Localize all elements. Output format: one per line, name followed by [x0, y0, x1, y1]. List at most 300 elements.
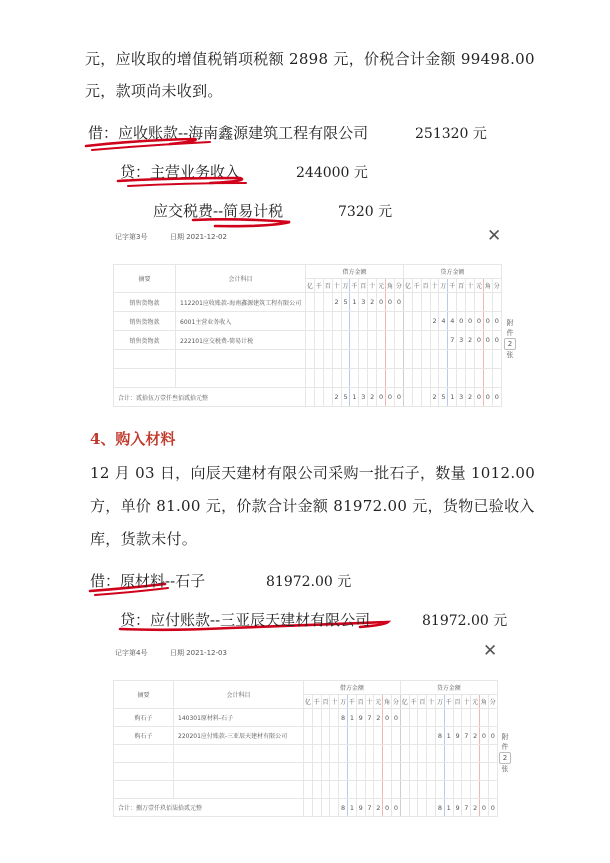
total-credit-digit: [412, 388, 421, 407]
debit-digit: [394, 350, 403, 369]
debit-digit: [356, 745, 365, 763]
row-account: 220201应付账款-三亚辰天建材有限公司: [174, 727, 304, 745]
credit-digit: [444, 745, 453, 763]
credit-digit: [418, 709, 427, 727]
debit-digit: [321, 727, 330, 745]
debit-digit: 2: [332, 293, 341, 312]
debit-digit: [356, 781, 365, 799]
debit-digit: [312, 763, 321, 781]
debit-digit: [312, 745, 321, 763]
debit-digit: [368, 312, 377, 331]
debit-digit: [391, 781, 400, 799]
total-debit-digit: 0: [391, 799, 400, 817]
debit-digit: [341, 350, 350, 369]
row-summary: 销售货物款: [114, 331, 176, 350]
debit-digit: [321, 763, 330, 781]
credit-digit: [400, 745, 409, 763]
debit-digit: [339, 727, 348, 745]
header-unit: 亿: [400, 695, 409, 709]
debit-digit: [391, 745, 400, 763]
debit-digit: [347, 745, 356, 763]
credit-digit: 7: [448, 331, 457, 350]
debit-digit: [330, 763, 339, 781]
debit-digit: [341, 369, 350, 388]
total-credit-digit: [409, 799, 418, 817]
credit-digit: [475, 369, 484, 388]
credit-digit: [492, 350, 501, 369]
header-unit: 百: [457, 279, 466, 293]
debit-digit: [386, 331, 395, 350]
credit-digit: [427, 781, 436, 799]
row-account: 112201应收账款-海南鑫源建筑工程有限公司: [176, 293, 306, 312]
credit-digit: [462, 763, 471, 781]
debit-digit: [339, 745, 348, 763]
debit-digit: [374, 781, 383, 799]
credit-digit: [439, 350, 448, 369]
debit-digit: [359, 331, 368, 350]
entry3-credit2-amount: 7320 元: [338, 204, 393, 220]
total-credit-digit: 1: [448, 388, 457, 407]
credit-digit: [403, 331, 412, 350]
credit-digit: [488, 763, 497, 781]
row-summary: [114, 745, 174, 763]
voucher4-date: 日期 2021-12-03: [170, 649, 227, 657]
credit-digit: [418, 745, 427, 763]
credit-digit: [418, 781, 427, 799]
total-credit-digit: 0: [483, 388, 492, 407]
debit-digit: [312, 781, 321, 799]
credit-digit: [400, 727, 409, 745]
debit-digit: [306, 312, 315, 331]
debit-digit: 1: [350, 293, 359, 312]
credit-digit: 4: [448, 312, 457, 331]
credit-digit: [475, 293, 484, 312]
credit-digit: [453, 781, 462, 799]
debit-digit: [304, 763, 313, 781]
debit-digit: [304, 745, 313, 763]
debit-digit: [377, 350, 386, 369]
total-debit-digit: 1: [350, 388, 359, 407]
credit-digit: 0: [480, 727, 489, 745]
entry4-credit-amount: 81972.00 元: [422, 613, 508, 629]
credit-digit: [418, 727, 427, 745]
credit-digit: [453, 745, 462, 763]
total-credit-digit: 8: [436, 799, 445, 817]
header-unit: 百: [453, 695, 462, 709]
credit-digit: [480, 745, 489, 763]
entry4-debit-label: 借：原材料--石子: [90, 572, 206, 590]
debit-digit: [323, 369, 332, 388]
row-account: [176, 369, 306, 388]
credit-digit: [400, 763, 409, 781]
header-unit: 十: [332, 279, 341, 293]
debit-digit: 0: [383, 709, 392, 727]
debit-digit: [323, 350, 332, 369]
total-credit-digit: [403, 388, 412, 407]
debit-digit: [330, 745, 339, 763]
debit-digit: [332, 369, 341, 388]
voucher4-close-icon[interactable]: ✕: [483, 641, 498, 661]
credit-digit: [409, 727, 418, 745]
credit-digit: [418, 763, 427, 781]
total-credit-digit: 7: [462, 799, 471, 817]
voucher3-attachment-count: [504, 318, 516, 360]
total-debit-digit: 2: [332, 388, 341, 407]
credit-digit: [457, 350, 466, 369]
credit-digit: 9: [453, 727, 462, 745]
credit-digit: [430, 350, 439, 369]
voucher4-number: 记字第4号: [115, 649, 148, 657]
total-debit-digit: [312, 799, 321, 817]
header-unit: 千: [350, 279, 359, 293]
total-debit-digit: 7: [365, 799, 374, 817]
credit-digit: 4: [439, 312, 448, 331]
total-label: 合计：贰拾伍万壹仟叁佰贰拾元整: [114, 388, 306, 407]
header-account: 会计科目: [176, 265, 306, 293]
total-debit-digit: 2: [374, 799, 383, 817]
debit-digit: [321, 781, 330, 799]
credit-digit: 0: [457, 312, 466, 331]
debit-digit: 1: [347, 709, 356, 727]
total-debit-digit: 2: [368, 388, 377, 407]
section4-line-1: 12 月 03 日，向辰天建材有限公司采购一批石子，数量 1012.00: [90, 464, 536, 482]
debit-digit: [394, 331, 403, 350]
credit-digit: 0: [475, 312, 484, 331]
row-account: 222101应交税费-简易计税: [176, 331, 306, 350]
header-unit: 十: [427, 695, 436, 709]
credit-digit: [492, 293, 501, 312]
total-debit-digit: 0: [394, 388, 403, 407]
debit-digit: [314, 369, 323, 388]
debit-digit: [312, 709, 321, 727]
credit-digit: [403, 350, 412, 369]
header-unit: 十: [462, 695, 471, 709]
total-debit-digit: [304, 799, 313, 817]
credit-digit: [483, 293, 492, 312]
debit-digit: [323, 312, 332, 331]
total-label: 合计：捌万壹仟玖佰柒拾贰元整: [114, 799, 304, 817]
debit-digit: [306, 293, 315, 312]
debit-digit: [377, 312, 386, 331]
debit-digit: [365, 745, 374, 763]
total-debit-digit: 5: [341, 388, 350, 407]
credit-digit: [453, 709, 462, 727]
debit-digit: [383, 781, 392, 799]
debit-digit: [365, 763, 374, 781]
debit-digit: [332, 331, 341, 350]
header-unit: 角: [386, 279, 395, 293]
header-summary: 摘要: [114, 265, 176, 293]
attachment-char: 张: [506, 351, 514, 359]
credit-digit: [488, 709, 497, 727]
credit-digit: [427, 727, 436, 745]
credit-digit: [412, 331, 421, 350]
credit-digit: [427, 763, 436, 781]
total-debit-digit: [321, 799, 330, 817]
header-unit: 千: [314, 279, 323, 293]
header-summary: 摘要: [114, 681, 174, 709]
header-unit: 亿: [306, 279, 315, 293]
credit-digit: [444, 763, 453, 781]
total-debit-digit: 0: [377, 388, 386, 407]
section4-heading: 4、购入材料: [90, 430, 176, 448]
debit-digit: [347, 781, 356, 799]
credit-digit: [462, 745, 471, 763]
credit-digit: [471, 781, 480, 799]
voucher-row: [114, 763, 498, 781]
credit-digit: 7: [462, 727, 471, 745]
header-unit: 亿: [403, 279, 412, 293]
header-unit: 千: [412, 279, 421, 293]
credit-digit: [409, 709, 418, 727]
voucher-row: [114, 293, 502, 312]
row-summary: [114, 369, 176, 388]
header-debit-amount: 借方金额: [304, 681, 401, 695]
debit-digit: [394, 369, 403, 388]
debit-digit: [341, 312, 350, 331]
debit-digit: 8: [339, 709, 348, 727]
row-summary: 销售货物款: [114, 293, 176, 312]
debit-digit: [359, 369, 368, 388]
debit-digit: [314, 350, 323, 369]
credit-digit: [436, 781, 445, 799]
debit-digit: 3: [359, 293, 368, 312]
header-unit: 十: [430, 279, 439, 293]
credit-digit: [466, 293, 475, 312]
debit-digit: [347, 727, 356, 745]
header-unit: 千: [444, 695, 453, 709]
credit-digit: [448, 293, 457, 312]
header-unit: 亿: [304, 695, 313, 709]
credit-digit: [436, 745, 445, 763]
credit-digit: [457, 293, 466, 312]
total-credit-digit: 9: [453, 799, 462, 817]
voucher-row: [114, 350, 502, 369]
voucher3-table: [113, 264, 502, 407]
credit-digit: [409, 745, 418, 763]
credit-digit: [412, 369, 421, 388]
credit-digit: [403, 293, 412, 312]
credit-digit: [466, 350, 475, 369]
total-credit-digit: [400, 799, 409, 817]
debit-digit: [306, 350, 315, 369]
debit-digit: [350, 350, 359, 369]
credit-digit: [436, 763, 445, 781]
header-unit: 万: [339, 695, 348, 709]
total-credit-digit: [421, 388, 430, 407]
debit-digit: [350, 312, 359, 331]
voucher4-table: [113, 680, 498, 817]
total-credit-digit: 5: [439, 388, 448, 407]
debit-digit: 0: [386, 293, 395, 312]
credit-digit: [488, 781, 497, 799]
credit-digit: [444, 781, 453, 799]
header-unit: 万: [436, 695, 445, 709]
debit-digit: [350, 369, 359, 388]
debit-digit: [383, 727, 392, 745]
underline-debit-3b: [92, 142, 210, 150]
header-unit: 百: [323, 279, 332, 293]
credit-digit: [480, 763, 489, 781]
row-summary: 购石子: [114, 709, 174, 727]
header-unit: 十: [330, 695, 339, 709]
debit-digit: [368, 331, 377, 350]
debit-digit: [339, 763, 348, 781]
total-debit-digit: 8: [339, 799, 348, 817]
row-account: [174, 745, 304, 763]
credit-digit: [439, 293, 448, 312]
credit-digit: [436, 709, 445, 727]
row-summary: 销售货物款: [114, 312, 176, 331]
voucher4-attachment-count: [499, 732, 511, 774]
header-unit: 万: [439, 279, 448, 293]
intro-line-2: 元，款项尚未收到。: [85, 82, 223, 100]
total-credit-digit: 2: [471, 799, 480, 817]
debit-digit: [394, 312, 403, 331]
header-unit: 十: [365, 695, 374, 709]
debit-digit: [306, 369, 315, 388]
entry4-credit-label: 贷：应付账款--三亚辰天建材有限公司: [120, 611, 371, 629]
total-credit-digit: 0: [480, 799, 489, 817]
credit-digit: [480, 709, 489, 727]
header-unit: 分: [394, 279, 403, 293]
header-unit: 百: [321, 695, 330, 709]
debit-digit: [314, 312, 323, 331]
debit-digit: [330, 709, 339, 727]
header-unit: 角: [480, 695, 489, 709]
entry3-debit-label: 借：应收账款--海南鑫源建筑工程有限公司: [88, 124, 369, 142]
attachment-char: 2: [499, 752, 511, 764]
total-debit-digit: 3: [359, 388, 368, 407]
credit-digit: [421, 312, 430, 331]
total-debit-digit: 0: [386, 388, 395, 407]
header-unit: 百: [421, 279, 430, 293]
voucher-row: [114, 331, 502, 350]
header-unit: 千: [409, 695, 418, 709]
credit-digit: [448, 350, 457, 369]
debit-digit: 2: [368, 293, 377, 312]
debit-digit: [339, 781, 348, 799]
debit-digit: [391, 763, 400, 781]
header-unit: 元: [377, 279, 386, 293]
credit-digit: [409, 763, 418, 781]
debit-digit: [374, 727, 383, 745]
debit-digit: [377, 369, 386, 388]
header-unit: 元: [374, 695, 383, 709]
credit-digit: [448, 369, 457, 388]
voucher-row: [114, 312, 502, 331]
total-debit-digit: 1: [347, 799, 356, 817]
total-credit-digit: 0: [475, 388, 484, 407]
debit-digit: [368, 350, 377, 369]
credit-digit: [439, 331, 448, 350]
debit-digit: 9: [356, 709, 365, 727]
debit-digit: [321, 745, 330, 763]
debit-digit: [304, 727, 313, 745]
total-credit-digit: 2: [466, 388, 475, 407]
credit-digit: [400, 781, 409, 799]
credit-digit: [400, 709, 409, 727]
attachment-char: 件: [501, 743, 509, 751]
voucher-row: [114, 745, 498, 763]
credit-digit: 0: [483, 312, 492, 331]
debit-digit: [304, 709, 313, 727]
debit-digit: 0: [394, 293, 403, 312]
header-unit: 千: [347, 695, 356, 709]
total-debit-digit: [323, 388, 332, 407]
credit-digit: 0: [492, 312, 501, 331]
debit-digit: [383, 745, 392, 763]
row-account: [174, 781, 304, 799]
debit-digit: [304, 781, 313, 799]
voucher-row: [114, 727, 498, 745]
row-summary: [114, 350, 176, 369]
header-unit: 元: [471, 695, 480, 709]
debit-digit: [323, 293, 332, 312]
attachment-char: 附: [501, 733, 509, 741]
total-debit-digit: [314, 388, 323, 407]
credit-digit: [471, 709, 480, 727]
credit-digit: 0: [492, 331, 501, 350]
debit-digit: [374, 745, 383, 763]
row-summary: [114, 763, 174, 781]
voucher-row: [114, 369, 502, 388]
credit-digit: [471, 745, 480, 763]
voucher3-close-icon[interactable]: ✕: [487, 226, 502, 246]
header-unit: 分: [391, 695, 400, 709]
header-credit-amount: 贷方金额: [400, 681, 497, 695]
total-credit-digit: 0: [492, 388, 501, 407]
debit-digit: [350, 331, 359, 350]
credit-digit: 0: [475, 331, 484, 350]
credit-digit: [453, 763, 462, 781]
credit-digit: 0: [483, 331, 492, 350]
debit-digit: 0: [391, 709, 400, 727]
credit-digit: [430, 369, 439, 388]
total-credit-digit: 0: [488, 799, 497, 817]
credit-digit: [480, 781, 489, 799]
entry3-credit2-label: 应交税费--简易计税: [153, 202, 284, 220]
credit-digit: [409, 781, 418, 799]
credit-digit: [403, 312, 412, 331]
credit-digit: [412, 312, 421, 331]
credit-digit: [430, 331, 439, 350]
debit-digit: 2: [374, 709, 383, 727]
debit-digit: [332, 312, 341, 331]
total-credit-digit: [418, 799, 427, 817]
credit-digit: [462, 781, 471, 799]
credit-digit: [483, 350, 492, 369]
voucher-row: [114, 709, 498, 727]
debit-digit: [391, 727, 400, 745]
section4-line-3: 库，货款未付。: [90, 530, 198, 548]
debit-digit: [365, 727, 374, 745]
attachment-char: 2: [504, 338, 516, 350]
debit-digit: [347, 763, 356, 781]
entry3-credit1-amount: 244000 元: [296, 165, 368, 181]
debit-digit: [306, 331, 315, 350]
credit-digit: [466, 369, 475, 388]
debit-digit: [386, 369, 395, 388]
debit-digit: [359, 350, 368, 369]
voucher3-number: 记字第3号: [115, 233, 148, 241]
header-unit: 十: [368, 279, 377, 293]
header-unit: 十: [466, 279, 475, 293]
credit-digit: [475, 350, 484, 369]
credit-digit: 1: [444, 727, 453, 745]
credit-digit: [421, 293, 430, 312]
underline-credit-3b: [128, 183, 246, 186]
